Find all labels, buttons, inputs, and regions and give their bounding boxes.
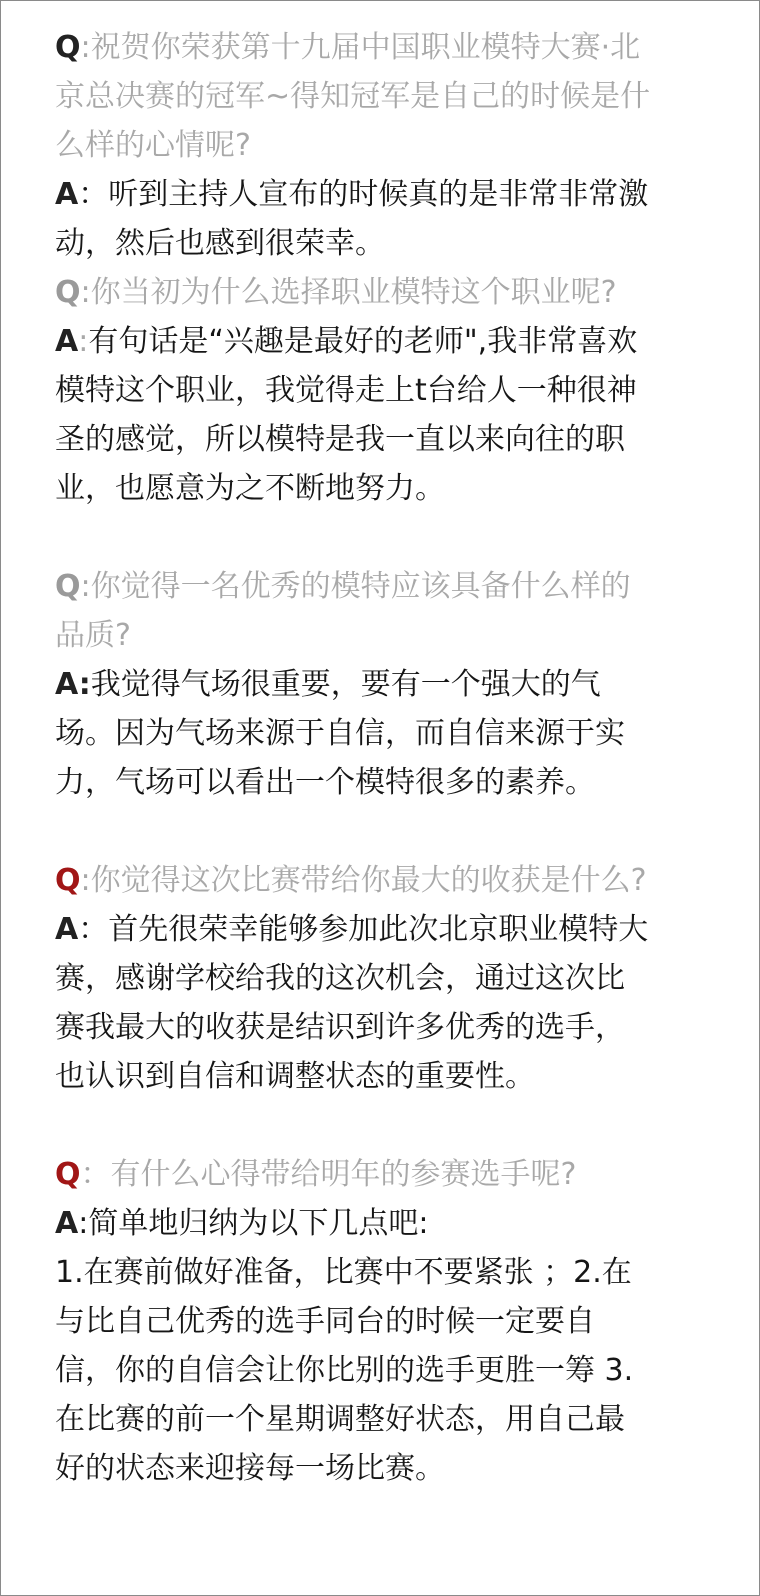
question-separator: :	[80, 275, 91, 310]
qa-section-1	[55, 23, 705, 268]
qa-section-3	[55, 562, 705, 807]
question-mark: Q	[55, 1157, 81, 1192]
question-text: 品质?	[55, 618, 131, 653]
spacer	[55, 1101, 705, 1150]
question-line	[55, 1150, 705, 1199]
answer-line	[55, 1199, 705, 1248]
answer-mark: A:	[55, 667, 91, 702]
answer-mark: A	[55, 912, 79, 947]
question-text: 你当初为什么选择职业模特这个职业呢?	[90, 275, 617, 310]
answer-text: 听到主持人宣布的时候真的是非常非常激	[108, 177, 649, 212]
answer-line	[55, 317, 705, 366]
question-mark: Q	[55, 863, 81, 898]
answer-separator: ：	[78, 177, 109, 212]
question-mark: Q	[55, 569, 81, 604]
answer-text: 场。因为气场来源于自信，而自信来源于实	[55, 716, 625, 751]
answer-text: 模特这个职业，我觉得走上t台给人一种很神	[55, 373, 637, 408]
qa-section-5	[55, 1150, 705, 1493]
question-text: 你觉得一名优秀的模特应该具备什么样的	[90, 569, 631, 604]
answer-text: 力，气场可以看出一个模特很多的素养。	[55, 765, 595, 800]
answer-text: 在比赛的前一个星期调整好状态，用自己最	[55, 1402, 625, 1437]
question-text: 有什么心得带给明年的参赛选手呢?	[110, 1157, 577, 1192]
question-mark: Q	[55, 275, 81, 310]
question-text: 你觉得这次比赛带给你最大的收获是什么?	[90, 863, 647, 898]
spacer	[55, 513, 705, 562]
question-text: 祝贺你荣获第十九届中国职业模特大赛·北	[90, 30, 641, 65]
answer-separator: :	[78, 1206, 89, 1241]
question-line	[55, 23, 705, 72]
answer-text: 简单地归纳为以下几点吧:	[88, 1206, 429, 1241]
answer-mark: A	[55, 1206, 79, 1241]
answer-line	[55, 905, 705, 954]
answer-line	[55, 660, 705, 709]
answer-separator: :	[78, 324, 89, 359]
question-text: 京总决赛的冠军~得知冠军是自己的时候是什	[55, 79, 651, 114]
interview-content	[55, 23, 705, 1493]
answer-text: 也认识到自信和调整状态的重要性。	[55, 1059, 535, 1094]
answer-line	[55, 170, 705, 219]
answer-text: 1.在赛前做好准备，比赛中不要紧张 ；2.在	[55, 1255, 632, 1290]
answer-text: 信，你的自信会让你比别的选手更胜一筹 3.	[55, 1353, 634, 1388]
answer-text: 赛我最大的收获是结识到许多优秀的选手，	[55, 1010, 625, 1045]
answer-text: 动，然后也感到很荣幸。	[55, 226, 385, 261]
answer-text: 圣的感觉，所以模特是我一直以来向往的职	[55, 422, 625, 457]
question-separator: :	[80, 569, 91, 604]
answer-separator: ：	[78, 912, 109, 947]
qa-section-2	[55, 268, 705, 513]
answer-text: 业，也愿意为之不断地努力。	[55, 471, 445, 506]
answer-text: 好的状态来迎接每一场比赛。	[55, 1451, 445, 1486]
question-separator: :	[80, 863, 91, 898]
question-line	[55, 856, 705, 905]
answer-text: 我觉得气场很重要，要有一个强大的气	[90, 667, 601, 702]
question-separator: :	[80, 30, 91, 65]
answer-text: 首先很荣幸能够参加此次北京职业模特大	[108, 912, 649, 947]
spacer	[55, 807, 705, 856]
answer-text: 有句话是“兴趣是最好的老师",我非常喜欢	[88, 324, 638, 359]
answer-text: 与比自己优秀的选手同台的时候一定要自	[55, 1304, 595, 1339]
question-mark: Q	[55, 30, 81, 65]
answer-text: 赛，感谢学校给我的这次机会，通过这次比	[55, 961, 625, 996]
question-text: 么样的心情呢?	[55, 128, 251, 163]
answer-mark: A	[55, 324, 79, 359]
answer-mark: A	[55, 177, 79, 212]
question-separator: ：	[80, 1157, 111, 1192]
qa-section-4	[55, 856, 705, 1101]
question-line	[55, 562, 705, 611]
question-line	[55, 268, 705, 317]
